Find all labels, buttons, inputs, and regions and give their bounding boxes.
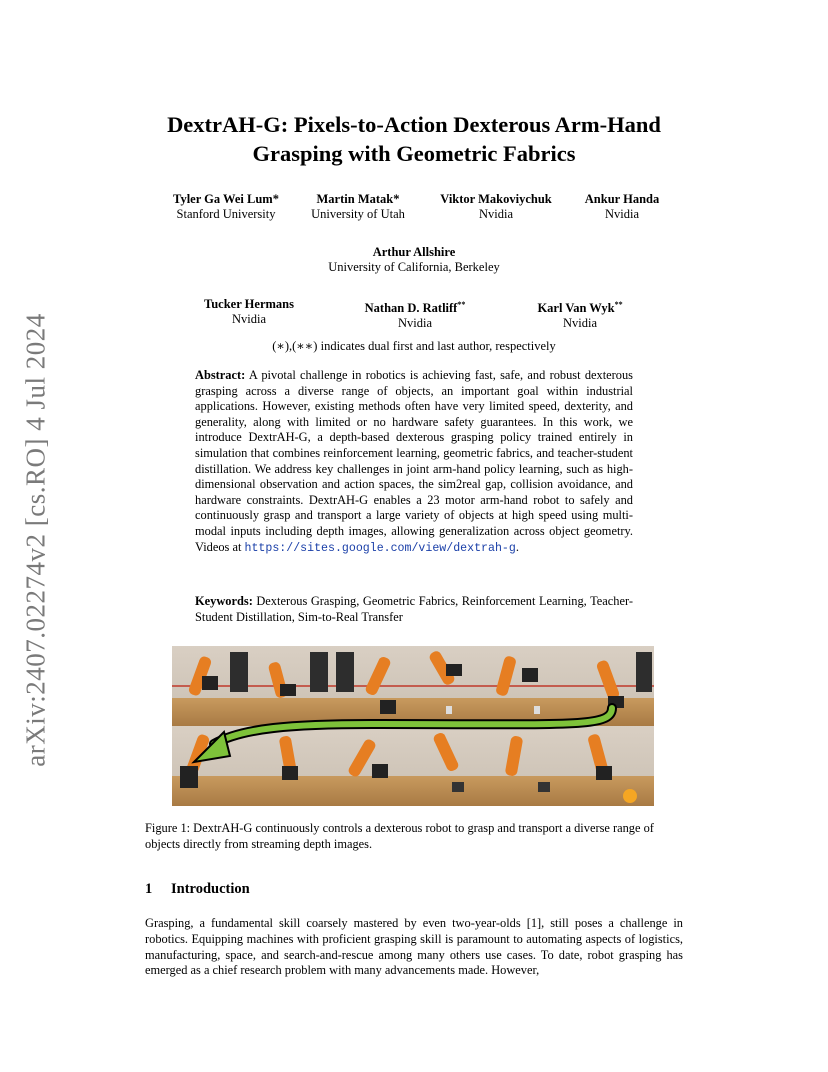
photo-row-top xyxy=(172,646,654,726)
paper-title xyxy=(100,110,728,168)
section-title: Introduction xyxy=(171,881,250,897)
author-block xyxy=(173,192,279,222)
project-link[interactable]: https://sites.google.com/view/dextrah-g xyxy=(244,541,516,555)
keywords-label: Keywords: xyxy=(195,594,253,608)
title-line-1: DextrAH-G: Pixels-to-Action Dexterous Arm-Hand xyxy=(167,112,661,137)
keywords xyxy=(195,594,633,625)
keywords-text: Dexterous Grasping, Geometric Fabrics, Reinforcement Learning, Teacher-Student Distillation, Sim-to-Real Transfer xyxy=(195,594,633,624)
figure-caption: Figure 1: DextrAH-G continuously controls a dexterous robot to grasp and transport a diverse range of objects directly from streaming depth images. xyxy=(145,821,654,851)
author-block xyxy=(204,297,294,327)
abstract-label: Abstract: xyxy=(195,368,246,382)
section-number: 1 xyxy=(145,881,153,897)
author-affiliation: Nvidia xyxy=(562,316,598,331)
author-affiliation: Nvidia xyxy=(478,207,514,221)
author-affiliation: Nvidia xyxy=(604,207,640,221)
author-name: Nathan D. Ratliff xyxy=(364,301,458,316)
author-mark: * xyxy=(272,192,279,206)
author-name: Viktor Makoviychuk xyxy=(440,192,552,206)
author-block xyxy=(537,297,622,331)
author-block xyxy=(365,297,466,331)
author-affiliation: University of Utah xyxy=(311,207,405,221)
author-affiliation: University of California, Berkeley xyxy=(328,260,500,274)
author-block xyxy=(440,192,551,222)
author-block xyxy=(585,192,659,222)
author-affiliation: Nvidia xyxy=(231,312,267,326)
author-mark: ** xyxy=(614,300,623,309)
author-affiliation: Stanford University xyxy=(176,207,276,221)
author-name: Karl Van Wyk xyxy=(537,301,615,316)
author-name: Tucker Hermans xyxy=(204,297,294,311)
author-name: Tyler Ga Wei Lum xyxy=(173,192,273,206)
author-block xyxy=(328,245,499,275)
intro-paragraph: Grasping, a fundamental skill coarsely mastered by even two-year-olds [1], still poses a challenge in robotics. Equipping machines with proficient grasping skill is paramount to automating aspects of logistics, manufacturing, space, and search-and-rescue among many others use cases. To date, robot grasping has emerged as a chief research problem with many advancements made. However, xyxy=(145,916,683,978)
author-block xyxy=(311,192,405,222)
arxiv-identifier: arXiv:2407.02274v2 [cs.RO] 4 Jul 2024 xyxy=(20,313,51,767)
author-note: (∗),(∗∗) indicates dual first and last author, respectively xyxy=(272,339,556,353)
title-line-2: Grasping with Geometric Fabrics xyxy=(252,141,576,166)
author-mark: ** xyxy=(457,300,466,309)
author-name: Arthur Allshire xyxy=(372,245,456,259)
abstract-end: . xyxy=(515,539,519,554)
author-mark: * xyxy=(393,192,400,206)
author-affiliation: Nvidia xyxy=(397,316,433,331)
author-name: Ankur Handa xyxy=(584,192,660,206)
figure-robot-grasp-sequence xyxy=(172,646,654,806)
abstract xyxy=(195,368,633,556)
abstract-text: A pivotal challenge in robotics is achieving fast, safe, and robust dexterous grasping across a diverse range of objects, an important goal within industrial applications. However, existing methods often have very limited speed, dexterity, and generality, along with limited or no hardware safety guarantees. In this work, we introduce DextrAH-G, a depth-based dexterous grasping policy trained entirely in simulation that combines reinforcement learning, geometric fabrics, and teacher-student distillation. We address key challenges in joint arm-hand policy learning, such as high-dimensional observation and action spaces, the sim2real gap, collision avoidance, and hardware constraints. DextrAH-G enables a 23 motor arm-hand robot to safely and continuously grasp and transport a large variety of objects at high speed using multi-modal inputs including depth images, allowing generalization across object geometry. Videos at xyxy=(195,368,633,554)
section-heading xyxy=(145,881,250,898)
author-name: Martin Matak xyxy=(316,192,394,206)
